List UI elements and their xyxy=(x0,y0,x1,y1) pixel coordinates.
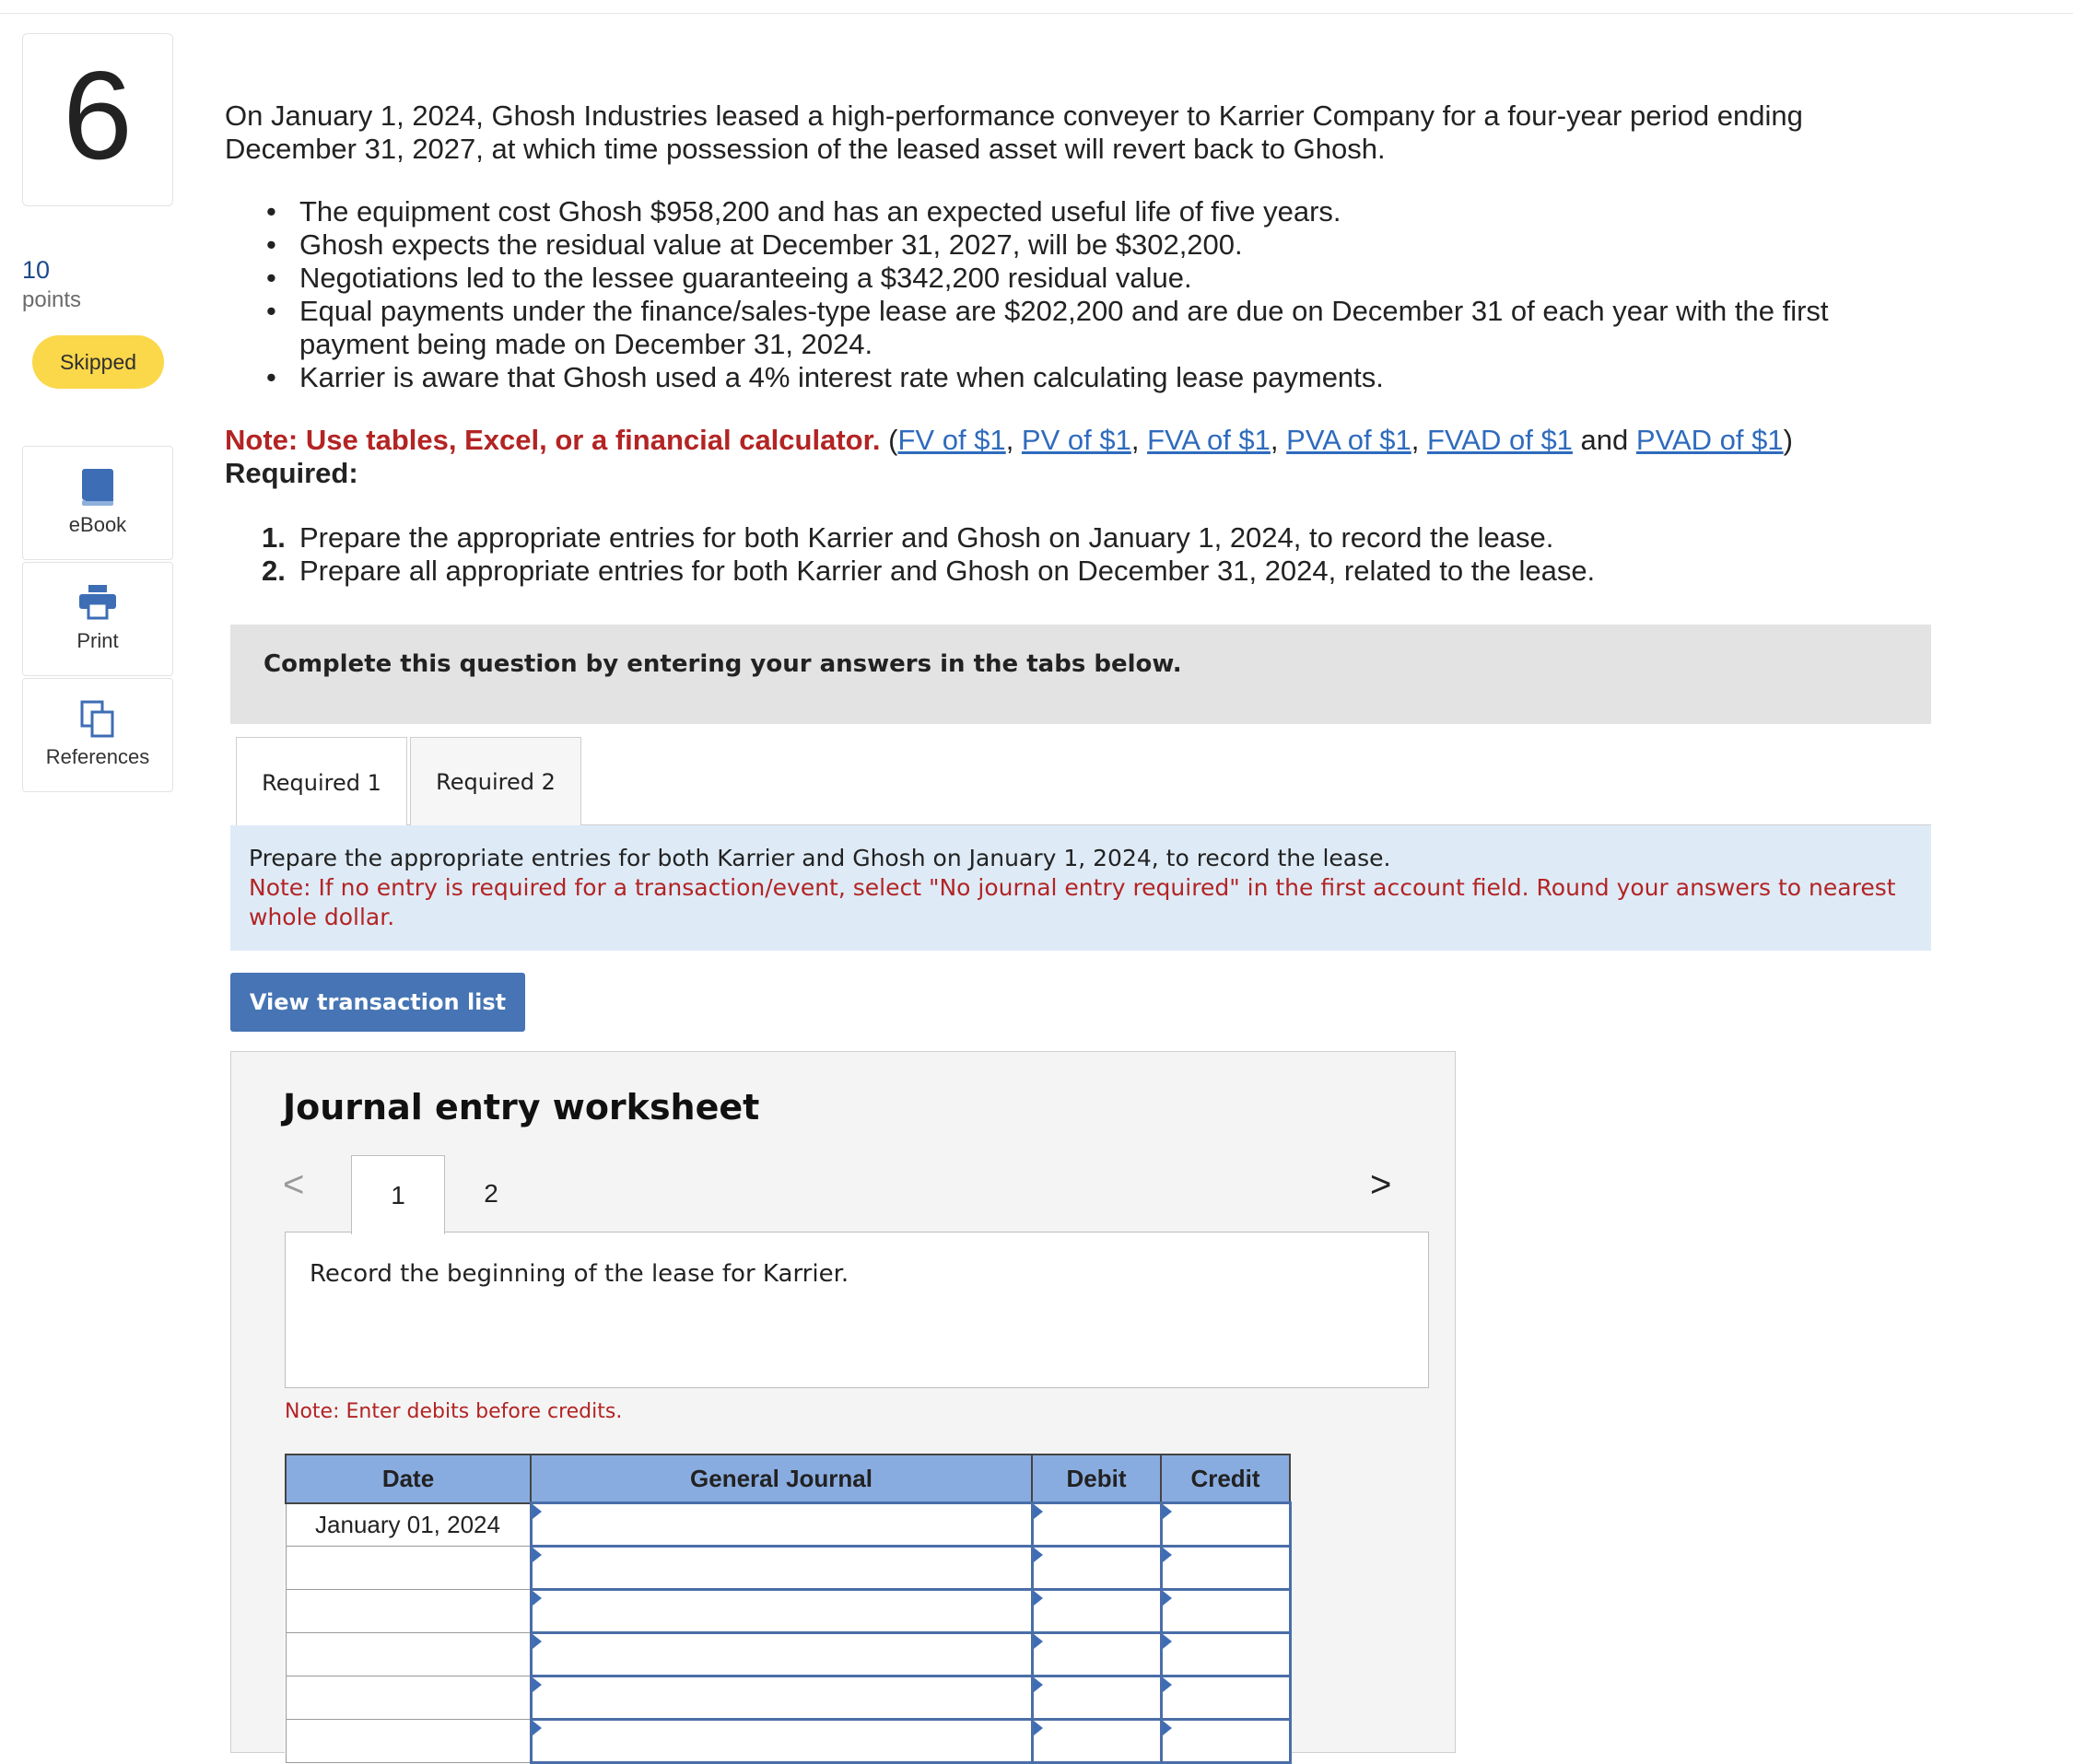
debit-input[interactable] xyxy=(1032,1720,1161,1763)
journal-entry-worksheet xyxy=(230,1051,1456,1753)
points-label: points xyxy=(22,287,82,312)
link-fvad[interactable]: FVAD of $1 xyxy=(1426,424,1573,456)
column-debit: Debit xyxy=(1032,1454,1161,1503)
credit-input[interactable] xyxy=(1161,1503,1290,1547)
dropdown-marker-icon xyxy=(1163,1548,1172,1562)
dropdown-marker-icon xyxy=(1163,1591,1172,1606)
account-select[interactable] xyxy=(531,1590,1032,1633)
date-cell xyxy=(286,1590,531,1633)
table-row xyxy=(286,1676,1290,1720)
copy-icon xyxy=(79,699,116,740)
note-label: Note: Use tables, Excel, or a financial calculator. xyxy=(225,424,881,456)
status-badge: Skipped xyxy=(32,335,164,389)
step-item: 2. Prepare all appropriate entries for both Karrier and Ghosh on December 31, 2024, related to the lease. xyxy=(262,555,1596,587)
link-pvad[interactable]: PVAD of $1 xyxy=(1635,424,1784,456)
dropdown-marker-icon xyxy=(533,1548,542,1562)
link-pva[interactable]: PVA of $1 xyxy=(1286,424,1411,456)
credit-input[interactable] xyxy=(1161,1676,1290,1720)
dropdown-marker-icon xyxy=(1163,1634,1172,1649)
worksheet-page-2[interactable]: 2 xyxy=(484,1179,498,1208)
complete-prompt: Complete this question by entering your answers in the tabs below. xyxy=(230,625,1931,724)
question-number: 6 xyxy=(63,45,133,185)
ebook-label: eBook xyxy=(68,513,127,536)
debit-input[interactable] xyxy=(1032,1503,1161,1547)
required-heading: Required: xyxy=(225,457,358,489)
worksheet-page-1[interactable]: 1 xyxy=(351,1155,445,1234)
tab-required-2[interactable]: Required 2 xyxy=(410,737,581,827)
date-cell xyxy=(286,1676,531,1720)
journal-table xyxy=(285,1454,1292,1764)
print-button[interactable] xyxy=(22,562,173,676)
view-transaction-list-button[interactable]: View transaction list xyxy=(230,973,525,1032)
account-select[interactable] xyxy=(531,1633,1032,1676)
dropdown-marker-icon xyxy=(1034,1721,1043,1735)
dropdown-marker-icon xyxy=(1163,1504,1172,1519)
dropdown-marker-icon xyxy=(1034,1677,1043,1692)
table-row xyxy=(286,1590,1290,1633)
date-cell: January 01, 2024 xyxy=(286,1503,531,1547)
problem-intro: On January 1, 2024, Ghosh Industries leased a high-performance conveyer to Karrier Company for a four-year period ending December 31, 2027, at which time possession of the leased asset will revert back to Ghosh. xyxy=(225,99,1803,165)
table-row xyxy=(286,1633,1290,1676)
column-credit: Credit xyxy=(1161,1454,1290,1503)
instruction-note: Note: If no entry is required for a transaction/event, select "No journal entry required" in the first account field. Round your answers to nearest whole dollar. xyxy=(249,874,1896,930)
bullet-item: • Karrier is aware that Ghosh used a 4% interest rate when calculating lease payments. xyxy=(266,361,1384,393)
account-select[interactable] xyxy=(531,1547,1032,1590)
problem-bullets xyxy=(225,195,1883,394)
dropdown-marker-icon xyxy=(533,1591,542,1606)
link-fva[interactable]: FVA of $1 xyxy=(1147,424,1271,456)
column-date: Date xyxy=(286,1454,531,1503)
credit-input[interactable] xyxy=(1161,1633,1290,1676)
instruction-panel xyxy=(230,825,1931,951)
dropdown-marker-icon xyxy=(533,1677,542,1692)
instruction-main: Prepare the appropriate entries for both Karrier and Ghosh on January 1, 2024, to record the lease. xyxy=(249,845,1391,871)
debit-input[interactable] xyxy=(1032,1633,1161,1676)
dropdown-marker-icon xyxy=(1034,1548,1043,1562)
credit-input[interactable] xyxy=(1161,1720,1290,1763)
link-fv[interactable]: FV of $1 xyxy=(897,424,1006,456)
date-cell xyxy=(286,1547,531,1590)
dropdown-marker-icon xyxy=(533,1504,542,1519)
ebook-button[interactable] xyxy=(22,446,173,560)
bullet-item: • The equipment cost Ghosh $958,200 and has an expected useful life of five years. xyxy=(266,195,1341,228)
table-row xyxy=(286,1503,1290,1547)
table-row xyxy=(286,1720,1290,1763)
bullet-item: • Ghosh expects the residual value at December 31, 2027, will be $302,200. xyxy=(266,228,1243,261)
dropdown-marker-icon xyxy=(1034,1504,1043,1519)
points-value: 10 xyxy=(22,256,51,284)
credit-input[interactable] xyxy=(1161,1547,1290,1590)
dropdown-marker-icon xyxy=(533,1634,542,1649)
chevron-left-icon[interactable]: < xyxy=(283,1164,305,1205)
print-label: Print xyxy=(76,629,119,652)
bullet-item: • Equal payments under the finance/sales-type lease are $202,200 and are due on December 31 of each year with the first payment being made on December 31, 2024. xyxy=(266,295,1829,360)
required-steps xyxy=(225,521,1595,588)
debit-input[interactable] xyxy=(1032,1676,1161,1720)
dropdown-marker-icon xyxy=(1163,1721,1172,1735)
book-icon xyxy=(80,467,115,508)
debits-note: Note: Enter debits before credits. xyxy=(285,1400,623,1423)
references-button[interactable] xyxy=(22,678,173,792)
table-row xyxy=(286,1547,1290,1590)
chevron-right-icon[interactable]: > xyxy=(1370,1164,1392,1205)
top-divider xyxy=(0,13,2073,14)
dropdown-marker-icon xyxy=(533,1721,542,1735)
date-cell xyxy=(286,1720,531,1763)
dropdown-marker-icon xyxy=(1034,1634,1043,1649)
record-instruction: Record the beginning of the lease for Karrier. xyxy=(310,1260,849,1288)
tab-required-1[interactable]: Required 1 xyxy=(236,737,407,827)
dropdown-marker-icon xyxy=(1163,1677,1172,1692)
worksheet-title: Journal entry worksheet xyxy=(283,1087,760,1127)
dropdown-marker-icon xyxy=(1034,1591,1043,1606)
account-select[interactable] xyxy=(531,1676,1032,1720)
account-select[interactable] xyxy=(531,1720,1032,1763)
link-pv[interactable]: PV of $1 xyxy=(1021,424,1131,456)
link-joiner: and xyxy=(1580,424,1629,456)
date-cell xyxy=(286,1633,531,1676)
references-label: References xyxy=(45,745,150,768)
debit-input[interactable] xyxy=(1032,1590,1161,1633)
calculator-note: Note: Use tables, Excel, or a financial calculator. (FV of $1, PV of $1, FVA of $1, PVA of $1, FVAD of $1 and PVAD of $1) xyxy=(225,424,1793,456)
bullet-item: • Negotiations led to the lessee guaranteeing a $342,200 residual value. xyxy=(266,262,1192,294)
step-item: 1. Prepare the appropriate entries for both Karrier and Ghosh on January 1, 2024, to record the lease. xyxy=(262,521,1554,554)
question-number-box xyxy=(22,33,173,206)
record-instruction-box xyxy=(285,1232,1429,1388)
column-general-journal: General Journal xyxy=(531,1454,1032,1503)
account-select[interactable] xyxy=(531,1503,1032,1547)
printer-icon xyxy=(77,583,118,620)
credit-input[interactable] xyxy=(1161,1590,1290,1633)
debit-input[interactable] xyxy=(1032,1547,1161,1590)
